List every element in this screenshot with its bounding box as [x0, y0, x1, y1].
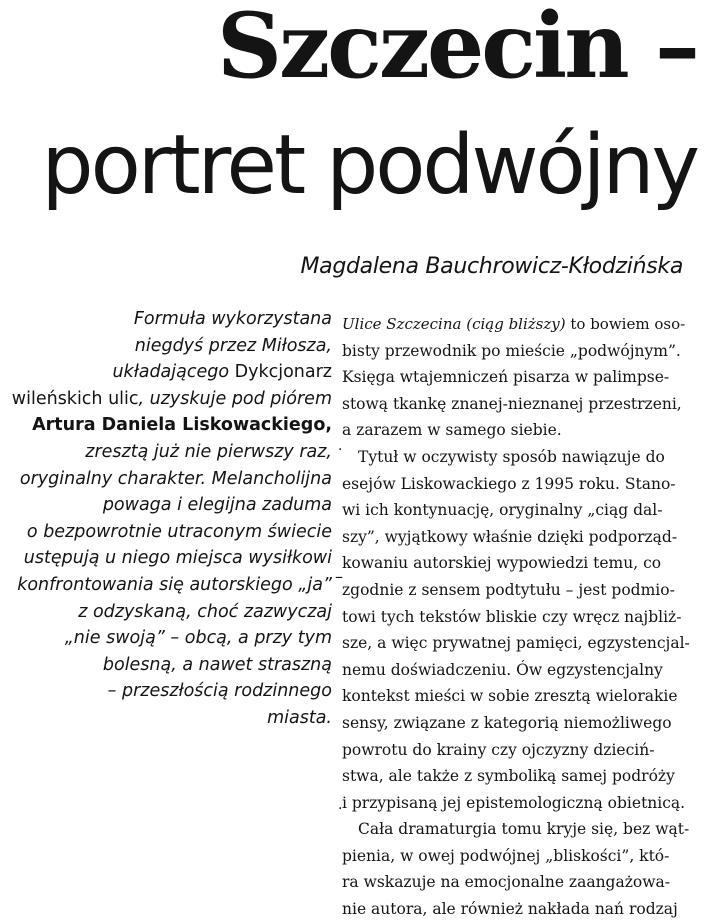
book-title: Ulice Szczecina (ciąg bliższy): [342, 315, 566, 333]
lead-line: bolesną, a nawet straszną: [102, 654, 332, 675]
body-line: towi tych tekstów bliskie czy wręcz najbliż-: [342, 607, 682, 626]
body-line: Ulice Szczecina (ciąg bliższy) to bowiem oso-: [342, 315, 686, 333]
lead-line: Artura Daniela Liskowackiego,: [32, 415, 332, 436]
quoted-title: wileńskich ulic: [11, 388, 139, 409]
lead-line: układającego Dykcjonarz: [112, 362, 332, 383]
lead-line: miasta.: [267, 707, 332, 728]
body-line: i przypisaną jej epistemologiczną obietnicą.: [342, 793, 686, 812]
body-line: sze, a więc prywatnej pamięci, egzystencjal-: [342, 634, 690, 653]
article-title-line-2: portret podwójny: [41, 118, 697, 213]
article-author: Magdalena Bauchrowicz-Kłodzińska: [300, 254, 683, 279]
body-line: a zarazem w samego siebie.: [342, 421, 562, 440]
body-line: sensy, związane z kategorią niemożliwego: [342, 713, 672, 732]
body-line: Księga wtajemniczeń pisarza w palimpse-: [342, 368, 670, 387]
column-dash: –: [335, 567, 343, 586]
body-line: nemu doświadczeniu. Ów egzystencjalny: [342, 660, 663, 679]
lead-paragraph: [12, 306, 332, 732]
lead-line: Formuła wykorzystana: [133, 309, 332, 329]
body-line: powrotu do krainy czy ojczyzny dzieciń-: [342, 740, 655, 759]
body-line: kowaniu autorskiej wypowiedzi temu, co: [342, 554, 662, 573]
body-line: kontekst mieści w sobie zresztą wielorakie: [342, 687, 678, 706]
paragraph-bullet: ·: [338, 801, 343, 817]
body-line: Tytuł w oczywisty sposób nawiązuje do: [358, 447, 665, 466]
lead-line: oryginalny charakter. Melancholijna: [19, 468, 332, 489]
quoted-title: Dykcjonarz: [234, 362, 332, 383]
lead-line: niegdyś przez Miłosza,: [134, 335, 332, 356]
body-line: stwa, ale także z symboliką samej podróży: [342, 767, 675, 786]
body-line: pienia, w owej podwójnej „bliskości”, któ-: [342, 846, 670, 865]
paragraph-bullet: ·: [338, 442, 343, 458]
body-line: stową tkankę znanej-nieznanej przestrzeni,: [342, 394, 682, 413]
lead-line: o bezpowrotnie utraconym świecie: [26, 521, 332, 542]
body-line: nie autora, ale również nakłada nań rodzaj: [342, 900, 678, 919]
lead-line: z odzyskaną, choć zazwyczaj: [78, 601, 332, 622]
lead-line: powaga i elegijna zaduma: [102, 495, 332, 516]
lead-line: wileńskich ulic, uzyskuje pod piórem: [11, 388, 332, 409]
lead-line: ustępują u niego miejsca wysiłkowi: [23, 548, 332, 569]
lead-line: konfrontowania się autorskiego „ja”: [17, 574, 332, 595]
body-line: wi ich kontynuację, oryginalny „ciąg dal-: [342, 501, 663, 520]
body-line: esejów Liskowackiego z 1995 roku. Stano-: [342, 474, 676, 493]
article-title-line-1: Szczecin –: [216, 0, 697, 99]
lead-line: zresztą już nie pierwszy raz,: [85, 441, 332, 462]
body-line: Cała dramaturgia tomu kryje się, bez wąt-: [358, 820, 690, 839]
body-column: [342, 311, 688, 923]
lead-line: „nie swoją” – obcą, a przy tym: [64, 628, 332, 649]
lead-line: – przeszłością rodzinnego: [107, 681, 332, 702]
body-line: bisty przewodnik po mieście „podwójnym”.: [342, 341, 681, 360]
body-line: ra wskazuje na emocjonalne zaangażowa-: [342, 873, 670, 892]
body-line: szy”, wyjątkowy właśnie dzięki podporząd-: [342, 527, 678, 546]
body-line: zgodnie z sensem podtytułu – jest podmio-: [342, 580, 675, 599]
